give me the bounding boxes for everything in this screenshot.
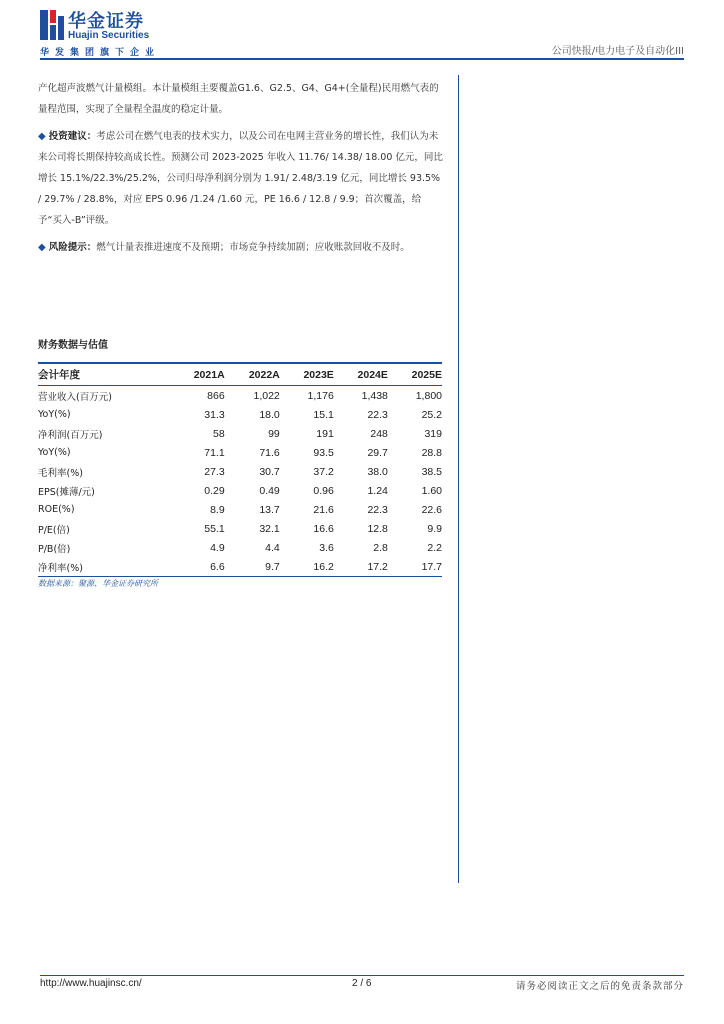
financial-table <box>38 362 442 577</box>
table-cell: 1.60 <box>421 484 442 497</box>
table-cell: 0.96 <box>313 484 334 497</box>
logo-mark-icon <box>40 10 64 40</box>
table-cell: 22.6 <box>421 503 442 516</box>
table-cell: 27.3 <box>204 465 225 478</box>
table-cell: 1,176 <box>307 389 334 402</box>
table-cell: 16.2 <box>280 557 334 577</box>
table-cell: 17.2 <box>334 557 388 577</box>
row-label: YoY(%) <box>38 447 71 458</box>
diamond-icon: ◆ <box>38 131 46 142</box>
row-label: 净利润(百万元) <box>38 429 103 441</box>
table-cell: 38.5 <box>421 465 442 478</box>
investment-advice <box>38 126 444 231</box>
table-cell: 93.5 <box>313 446 334 459</box>
table-cell: 2.2 <box>427 541 442 554</box>
row-label: P/B(倍) <box>38 543 71 555</box>
table-row <box>38 424 442 443</box>
table-cell: 18.0 <box>259 408 280 421</box>
investment-text: 考虑公司在燃气电表的技术实力，以及公司在电网主营业务的增长性，我们认为未来公司将长期保持较高成长性。预测公司 2023-2025 年收入 11.76/ 14.38/ 18.00 亿元，同比增长 15.1%/22.3%/25.2%，公司归母净利润分别为 1.91/ 2.48/3.19 亿元，同比增长 93.5% / 29.7% / 28.8%，对应 EPS 0.96 /1.24 /1.60 元，PE 16.6 / 12.8 / 9.9；首次覆盖，给予“买入-B”评级。 <box>38 131 443 226</box>
table-cell: 38.0 <box>367 465 388 478</box>
risk-label: 风险提示： <box>48 242 97 253</box>
table-row <box>38 500 442 519</box>
table-cell: 21.6 <box>313 503 334 516</box>
table-cell: 17.7 <box>388 557 442 577</box>
logo-english-name: Huajin Securities <box>68 30 150 41</box>
table-cell: 22.3 <box>367 503 388 516</box>
column-header: 2023E <box>280 363 334 386</box>
table-cell: 16.6 <box>313 522 334 535</box>
data-source: 数据来源：聚源、华金证券研究所 <box>38 579 158 588</box>
table-cell: 55.1 <box>204 522 225 535</box>
column-header: 会计年度 <box>38 363 170 386</box>
table-cell: 2.8 <box>373 541 388 554</box>
table-cell: 30.7 <box>259 465 280 478</box>
table-row <box>38 386 442 406</box>
investment-label: 投资建议： <box>48 131 97 142</box>
table-cell: 319 <box>424 427 442 440</box>
table-cell: 29.7 <box>367 446 388 459</box>
table-cell: 31.3 <box>204 408 225 421</box>
risk-warning <box>38 237 444 258</box>
sidebar-divider <box>458 75 459 883</box>
table-row <box>38 538 442 557</box>
table-cell: 25.2 <box>421 408 442 421</box>
table-cell: 99 <box>268 427 280 440</box>
row-label: EPS(摊薄/元) <box>38 486 95 498</box>
table-cell: 12.8 <box>367 522 388 535</box>
column-header: 2025E <box>388 363 442 386</box>
footer-divider <box>40 975 684 976</box>
row-label: 净利率(%) <box>38 557 170 577</box>
table-body <box>38 386 442 577</box>
table-cell: 1,438 <box>361 389 388 402</box>
table-cell: 71.6 <box>259 446 280 459</box>
report-category: 公司快报/电力电子及自动化III <box>551 46 684 57</box>
table-row <box>38 462 442 481</box>
table-cell: 248 <box>370 427 388 440</box>
row-label: YoY(%) <box>38 409 71 420</box>
row-label: ROE(%) <box>38 504 75 515</box>
logo-chinese-name: 华金证券 <box>68 11 144 32</box>
header-divider <box>40 58 684 60</box>
report-body <box>38 78 444 264</box>
website-link[interactable]: http://www.huajinsc.cn/ <box>40 978 142 989</box>
row-label: 营业收入(百万元) <box>38 391 112 403</box>
column-header: 2024E <box>334 363 388 386</box>
table-cell: 1.24 <box>367 484 388 497</box>
table-cell: 6.6 <box>170 557 225 577</box>
page-number: 2 / 6 <box>352 978 372 989</box>
table-row <box>38 557 442 577</box>
table-cell: 22.3 <box>367 408 388 421</box>
table-title: 财务数据与估值 <box>38 340 108 351</box>
table-cell: 1,022 <box>253 389 280 402</box>
table-cell: 4.9 <box>210 541 225 554</box>
table-cell: 13.7 <box>259 503 280 516</box>
intro-paragraph: 产化超声波燃气计量模组。本计量模组主要覆盖G1.6、G2.5、G4、G4+(全量程)民用燃气表的量程范围，实现了全量程全温度的稳定计量。 <box>38 83 439 115</box>
table-cell: 0.29 <box>204 484 225 497</box>
table-row <box>38 443 442 462</box>
table-row <box>38 519 442 538</box>
risk-text: 燃气计量表推进速度不及预期；市场竞争持续加剧；应收账款回收不及时。 <box>96 242 410 253</box>
diamond-icon: ◆ <box>38 242 46 253</box>
table-cell: 1,800 <box>415 389 442 402</box>
row-label: P/E(倍) <box>38 524 70 536</box>
table-cell: 58 <box>212 427 225 440</box>
table-cell: 8.9 <box>210 503 225 516</box>
table-cell: 3.6 <box>319 541 334 554</box>
table-header-row <box>38 363 442 386</box>
table-cell: 15.1 <box>313 408 334 421</box>
disclaimer-note: 请务必阅读正文之后的免责条款部分 <box>515 981 684 992</box>
table-cell: 28.8 <box>421 446 442 459</box>
row-label: 毛利率(%) <box>38 467 83 479</box>
table-cell: 191 <box>316 427 334 440</box>
table-cell: 71.1 <box>204 446 225 459</box>
column-header: 2021A <box>170 363 225 386</box>
table-cell: 0.49 <box>259 484 280 497</box>
table-row <box>38 405 442 424</box>
table-cell: 4.4 <box>265 541 280 554</box>
slogan: 华发集团旗下企业 <box>40 48 161 58</box>
table-cell: 9.7 <box>225 557 280 577</box>
table-cell: 866 <box>207 389 225 402</box>
table-row <box>38 481 442 500</box>
table-cell: 9.9 <box>427 522 442 535</box>
table-cell: 32.1 <box>259 522 280 535</box>
table-cell: 37.2 <box>313 465 334 478</box>
column-header: 2022A <box>225 363 280 386</box>
